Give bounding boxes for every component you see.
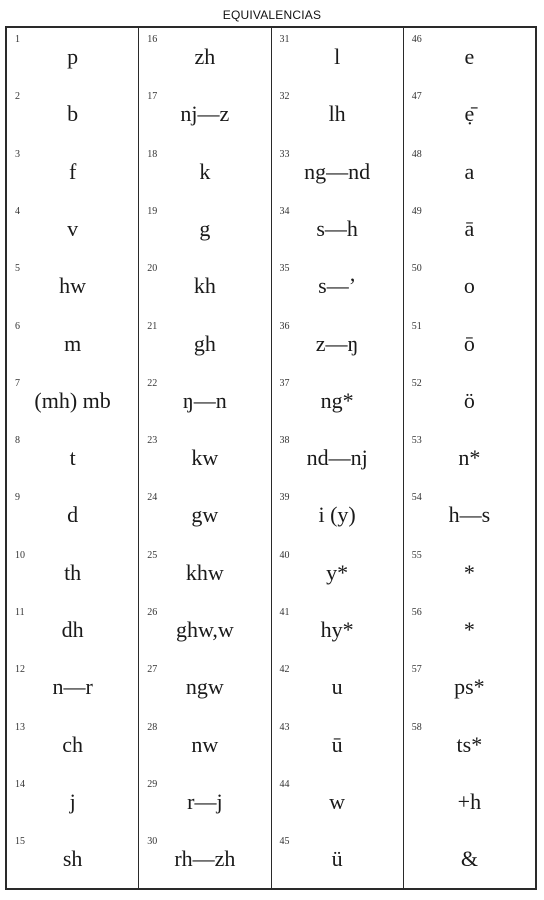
table-cell bbox=[404, 85, 535, 142]
cell-symbol: nw bbox=[191, 731, 219, 757]
cell-number: 22 bbox=[147, 377, 158, 389]
table-cell bbox=[272, 200, 403, 257]
table-cell bbox=[7, 544, 138, 601]
cell-number: 30 bbox=[147, 836, 158, 848]
table-cell bbox=[272, 28, 403, 85]
table-cell bbox=[404, 544, 535, 601]
table-cell bbox=[404, 28, 535, 85]
table-cell bbox=[272, 544, 403, 601]
cell-symbol: l bbox=[334, 44, 341, 69]
cell-symbol: hw bbox=[59, 273, 87, 299]
table-cell bbox=[139, 257, 270, 314]
table-cell bbox=[272, 658, 403, 715]
cell-number: 41 bbox=[279, 607, 290, 618]
cell-number: 9 bbox=[15, 492, 20, 504]
table-cell bbox=[7, 143, 138, 200]
cell-symbol: ng—nd bbox=[304, 158, 371, 184]
cell-symbol: n* bbox=[458, 445, 481, 471]
table-cell bbox=[7, 315, 138, 372]
table-cell bbox=[7, 773, 138, 830]
table-cell bbox=[7, 372, 138, 429]
cell-symbol: ü bbox=[331, 846, 343, 872]
cell-number: 25 bbox=[147, 549, 158, 561]
cell-symbol: & bbox=[460, 846, 478, 872]
cell-number: 36 bbox=[279, 320, 290, 332]
cell-number: 50 bbox=[411, 263, 422, 275]
cell-number: 26 bbox=[147, 607, 158, 618]
cell-number: 45 bbox=[279, 836, 290, 848]
table-cell bbox=[404, 830, 535, 887]
cell-number: 47 bbox=[411, 91, 422, 103]
table-cell bbox=[404, 716, 535, 773]
table-cell bbox=[7, 830, 138, 887]
cell-number: 8 bbox=[15, 435, 20, 447]
cell-symbol: o bbox=[463, 273, 475, 299]
cell-number: 52 bbox=[411, 377, 422, 389]
table-column-3 bbox=[271, 28, 403, 888]
cell-symbol: ps* bbox=[454, 674, 485, 700]
table-cell bbox=[139, 830, 270, 887]
table-cell bbox=[272, 315, 403, 372]
table-cell bbox=[404, 658, 535, 715]
cell-symbol: rh—zh bbox=[174, 846, 236, 872]
table-cell bbox=[404, 601, 535, 658]
cell-symbol: gh bbox=[193, 330, 216, 356]
cell-symbol: ö bbox=[463, 387, 475, 413]
table-cell bbox=[272, 257, 403, 314]
cell-number: 27 bbox=[147, 664, 158, 676]
cell-number: 51 bbox=[411, 320, 422, 332]
cell-symbol: +h bbox=[457, 788, 482, 814]
equivalence-table bbox=[5, 26, 537, 890]
cell-number: 56 bbox=[411, 607, 422, 618]
cell-symbol: th bbox=[64, 559, 82, 585]
cell-symbol: z—ŋ bbox=[315, 330, 359, 356]
cell-number: 38 bbox=[279, 435, 290, 447]
table-column-4 bbox=[403, 28, 535, 888]
cell-symbol: ghw,w bbox=[175, 617, 234, 642]
cell-symbol: ō bbox=[463, 330, 475, 356]
table-column-2 bbox=[138, 28, 270, 888]
cell-number: 34 bbox=[279, 205, 290, 217]
cell-number: 13 bbox=[15, 721, 25, 733]
cell-symbol: * bbox=[463, 559, 475, 585]
cell-symbol: kh bbox=[193, 273, 216, 299]
table-cell bbox=[7, 429, 138, 486]
cell-number: 5 bbox=[15, 263, 20, 275]
table-cell bbox=[272, 830, 403, 887]
table-cell bbox=[139, 372, 270, 429]
cell-number: 39 bbox=[279, 492, 290, 504]
cell-symbol: r—j bbox=[187, 788, 223, 814]
cell-number: 42 bbox=[279, 664, 290, 676]
table-cell bbox=[7, 601, 138, 658]
cell-number: 11 bbox=[15, 607, 25, 618]
cell-number: 33 bbox=[279, 148, 290, 160]
cell-symbol: ā bbox=[464, 215, 475, 241]
cell-number: 32 bbox=[279, 91, 290, 103]
cell-symbol: s—h bbox=[316, 215, 358, 241]
cell-number: 10 bbox=[15, 549, 25, 561]
cell-symbol: d bbox=[67, 502, 79, 528]
cell-number: 49 bbox=[411, 205, 422, 217]
table-cell bbox=[272, 85, 403, 142]
table-cell bbox=[7, 486, 138, 543]
cell-symbol: j bbox=[69, 788, 76, 814]
cell-symbol: hy* bbox=[320, 617, 354, 642]
cell-symbol: m bbox=[64, 330, 82, 356]
cell-number: 20 bbox=[147, 263, 158, 275]
table-cell bbox=[404, 257, 535, 314]
cell-symbol: ẹ̄ bbox=[464, 101, 475, 127]
table-cell bbox=[139, 486, 270, 543]
cell-number: 48 bbox=[411, 148, 422, 160]
cell-number: 3 bbox=[15, 148, 20, 160]
cell-number: 46 bbox=[411, 34, 422, 45]
cell-symbol: sh bbox=[62, 846, 83, 872]
cell-symbol: nd—nj bbox=[306, 445, 368, 471]
table-cell bbox=[7, 85, 138, 142]
cell-number: 55 bbox=[411, 549, 422, 561]
cell-number: 12 bbox=[15, 664, 25, 676]
cell-symbol: w bbox=[329, 788, 346, 814]
table-cell bbox=[7, 28, 138, 85]
cell-number: 40 bbox=[279, 549, 290, 561]
cell-symbol: dh bbox=[61, 617, 84, 642]
cell-symbol: u bbox=[331, 674, 343, 700]
cell-symbol: y* bbox=[326, 559, 349, 585]
cell-symbol: gw bbox=[191, 502, 219, 528]
table-cell bbox=[272, 716, 403, 773]
cell-symbol: (mh) mb bbox=[34, 387, 111, 413]
table-cell bbox=[139, 85, 270, 142]
table-cell bbox=[272, 486, 403, 543]
cell-number: 14 bbox=[15, 778, 25, 790]
cell-symbol: v bbox=[67, 215, 79, 241]
cell-symbol: e bbox=[464, 44, 475, 69]
table-cell bbox=[139, 315, 270, 372]
table-cell bbox=[404, 486, 535, 543]
cell-number: 24 bbox=[147, 492, 158, 504]
table-cell bbox=[139, 658, 270, 715]
page-title: EQUIVALENCIAS bbox=[222, 8, 322, 22]
table-cell bbox=[272, 143, 403, 200]
cell-number: 4 bbox=[15, 205, 20, 217]
cell-number: 7 bbox=[15, 377, 20, 389]
table-cell bbox=[404, 200, 535, 257]
cell-number: 15 bbox=[15, 836, 25, 848]
cell-number: 44 bbox=[279, 778, 290, 790]
table-cell bbox=[7, 716, 138, 773]
cell-number: 2 bbox=[15, 91, 20, 103]
cell-symbol: i (y) bbox=[318, 502, 356, 528]
table-cell bbox=[139, 544, 270, 601]
table-cell bbox=[139, 773, 270, 830]
cell-symbol: nj—z bbox=[180, 101, 230, 127]
cell-number: 16 bbox=[147, 34, 158, 45]
cell-number: 28 bbox=[147, 721, 158, 733]
table-cell bbox=[139, 429, 270, 486]
cell-number: 29 bbox=[147, 778, 158, 790]
table-cell bbox=[272, 372, 403, 429]
cell-symbol: p bbox=[67, 44, 79, 69]
table-column-1 bbox=[7, 28, 138, 888]
cell-symbol: a bbox=[464, 158, 475, 184]
table-cell bbox=[404, 315, 535, 372]
cell-symbol: ts* bbox=[456, 731, 483, 757]
table-cell bbox=[139, 143, 270, 200]
table-cell bbox=[139, 601, 270, 658]
cell-symbol: b bbox=[67, 101, 79, 127]
cell-symbol: s—’ bbox=[318, 273, 357, 299]
cell-symbol: lh bbox=[328, 101, 346, 127]
cell-symbol: n—r bbox=[52, 674, 93, 700]
cell-symbol: zh bbox=[194, 44, 216, 69]
cell-number: 18 bbox=[147, 148, 158, 160]
cell-number: 35 bbox=[279, 263, 290, 275]
table-cell bbox=[272, 601, 403, 658]
table-cell bbox=[272, 773, 403, 830]
cell-number: 53 bbox=[411, 435, 422, 447]
cell-symbol: h—s bbox=[448, 502, 491, 528]
cell-number: 37 bbox=[279, 377, 290, 389]
table-cell bbox=[139, 28, 270, 85]
cell-number: 57 bbox=[411, 664, 422, 676]
cell-symbol: ng* bbox=[320, 387, 354, 413]
table-cell bbox=[404, 372, 535, 429]
table-cell bbox=[139, 716, 270, 773]
table-cell bbox=[139, 200, 270, 257]
table-cell bbox=[404, 143, 535, 200]
table-cell bbox=[404, 773, 535, 830]
table-cell bbox=[7, 257, 138, 314]
cell-symbol: ŋ—n bbox=[182, 387, 227, 413]
cell-number: 31 bbox=[279, 34, 290, 45]
cell-symbol: ch bbox=[62, 731, 83, 757]
cell-number: 1 bbox=[15, 34, 20, 45]
cell-number: 19 bbox=[147, 205, 158, 217]
cell-number: 43 bbox=[279, 721, 290, 733]
cell-number: 23 bbox=[147, 435, 158, 447]
cell-number: 58 bbox=[411, 721, 422, 733]
cell-number: 17 bbox=[147, 91, 158, 103]
cell-symbol: k bbox=[199, 158, 211, 184]
cell-symbol: khw bbox=[185, 559, 224, 585]
table-cell bbox=[404, 429, 535, 486]
cell-symbol: kw bbox=[191, 445, 219, 471]
cell-symbol: t bbox=[69, 445, 76, 471]
cell-symbol: f bbox=[68, 158, 77, 184]
cell-number: 54 bbox=[411, 492, 422, 504]
cell-symbol: g bbox=[199, 215, 211, 241]
cell-number: 6 bbox=[15, 320, 20, 332]
cell-symbol: * bbox=[463, 617, 475, 642]
table-cell bbox=[7, 658, 138, 715]
cell-number: 21 bbox=[147, 320, 158, 332]
table-cell bbox=[272, 429, 403, 486]
cell-symbol: ū bbox=[331, 731, 343, 757]
cell-symbol: ngw bbox=[185, 674, 224, 700]
table-cell bbox=[7, 200, 138, 257]
